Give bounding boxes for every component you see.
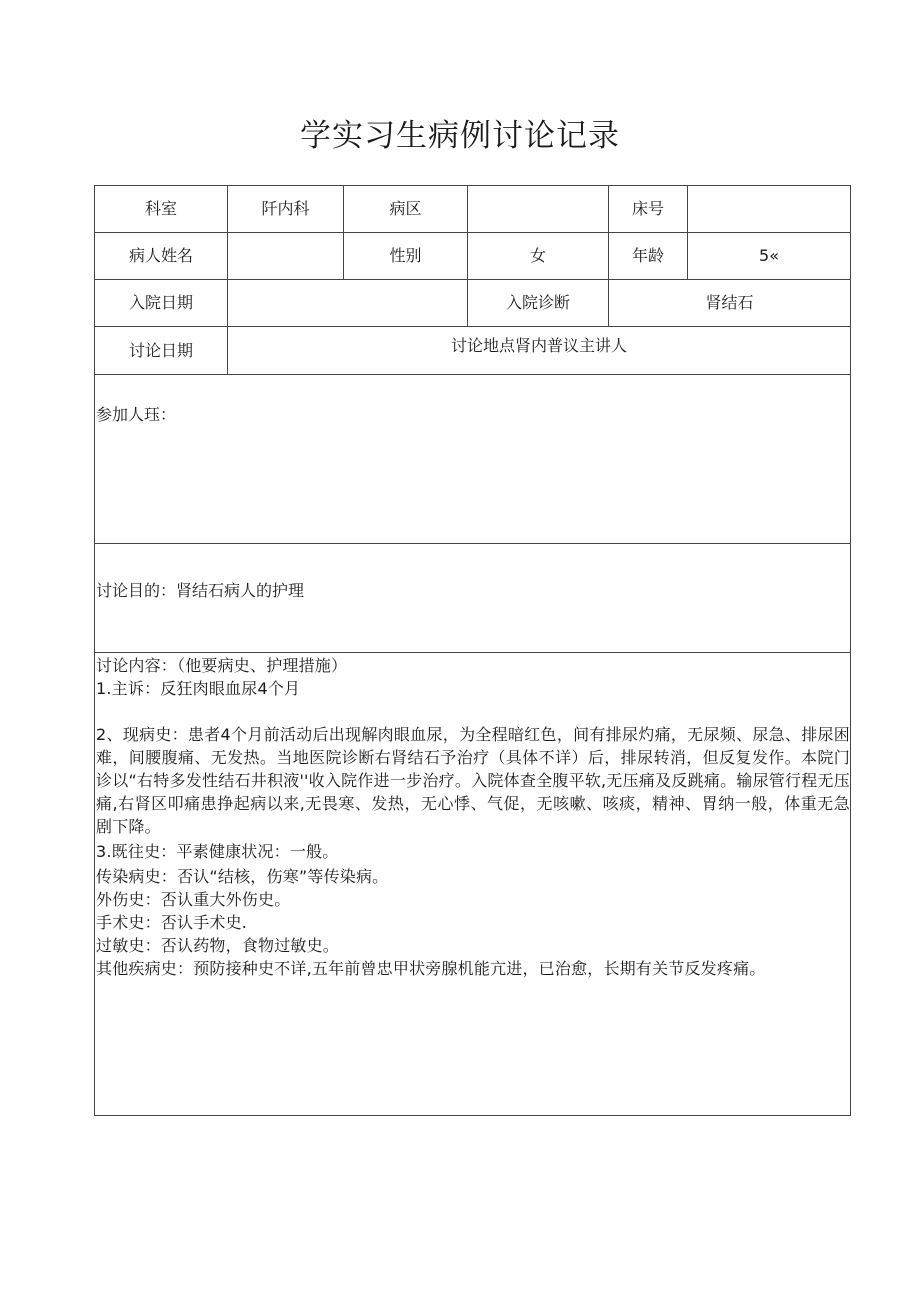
ward-value — [468, 186, 609, 233]
page-title: 学实习生病例讨论记录 — [300, 118, 620, 154]
purpose-cell — [95, 544, 851, 653]
past-history: 3.既往史：平素健康状况：一般。 — [96, 842, 339, 861]
patient-name-label: 病人姓名 — [95, 233, 228, 280]
surgery-history: 手术史：否认手术史. — [96, 913, 248, 932]
other-disease-history: 其他疾病史：预防接种史不详,五年前曾忠甲状旁腺机能亢进，已治愈，长期有关节反发疼痛。 — [96, 959, 766, 978]
discussion-place-cell — [228, 327, 851, 375]
case-discussion-form — [94, 185, 851, 1116]
chief-complaint: 1.主诉：反狂肉眼血尿4个月 — [96, 679, 301, 698]
ward-label: 病区 — [344, 186, 468, 233]
sex-label: 性别 — [344, 233, 468, 280]
age-value: 5« — [688, 233, 851, 280]
diagnosis-value: 肾结石 — [609, 280, 851, 327]
bed-label: 床号 — [609, 186, 688, 233]
discuss-date-label: 讨论日期 — [95, 327, 228, 375]
trauma-history: 外伤史：否认重大外伤史。 — [96, 890, 291, 909]
sex-value: 女 — [468, 233, 609, 280]
discussion-purpose: 讨论目的：肾结石病人的护理 — [96, 581, 305, 600]
admit-date-label: 入院日期 — [95, 280, 228, 327]
form-row-admission — [95, 280, 851, 327]
form-row-purpose — [95, 544, 851, 653]
dept-label: 科室 — [95, 186, 228, 233]
participants-cell — [95, 375, 851, 544]
content-heading: 讨论内容：（他要病史、护理措施） — [96, 656, 348, 675]
form-row-participants — [95, 375, 851, 544]
allergy-history: 过敏史：否认药物，食物过敏史。 — [96, 936, 340, 955]
discussion-content — [95, 653, 850, 980]
discussion-place-text: 讨论地点肾内普议主讲人 — [450, 336, 627, 355]
form-row-discussion — [95, 327, 851, 375]
dept-value: 阡内科 — [228, 186, 344, 233]
present-illness: 2、现病史：患者4个月前活动后出现解肉眼血尿，为全程暗红色，间有排尿灼痛，无尿频、尿急、排尿困难，间腰腹痛、无发热。当地医院诊断右肾结石予治疗（具体不详）后，排尿转消，但反复发作。本院门诊以“右特多发性结石井积液''收入院作进一步治疗。入院体查全腹平软,无压痛及反跳痛。输尿管行程无压痛,右肾区叩痛患挣起病以来,无畏寒、发热，无心悸、气促，无咳嗽、咳痰，精神、胃纳一般，体重无急剧下降。 — [96, 725, 850, 836]
bed-value — [688, 186, 851, 233]
admit-date-value — [228, 280, 468, 327]
diagnosis-label: 入院诊断 — [468, 280, 609, 327]
form-row-content — [95, 653, 851, 1116]
content-cell — [95, 653, 851, 1116]
form-row-department — [95, 186, 851, 233]
age-label: 年龄 — [609, 233, 688, 280]
patient-name-value — [228, 233, 344, 280]
form-row-patient — [95, 233, 851, 280]
participants-label: 参加人珏： — [96, 405, 177, 424]
infectious-history: 传染病史：否认“结核，伤寒”等传染病。 — [96, 867, 389, 886]
